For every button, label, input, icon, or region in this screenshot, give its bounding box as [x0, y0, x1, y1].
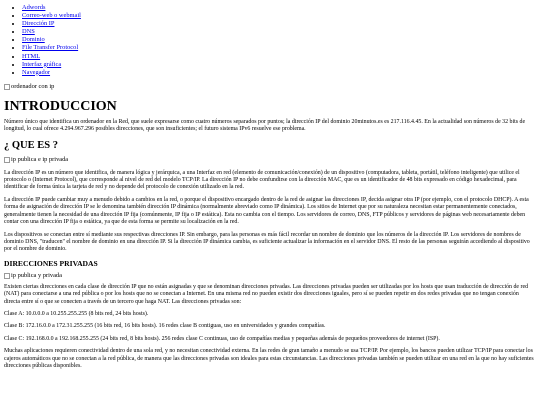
nav-item-dns — [22, 28, 536, 36]
broken-image-icon — [4, 273, 10, 279]
privadas-class-c: Clase C: 192.168.0.0 a 192.168.255.255 (24 bits red, 8 bits hosts). 256 redes clase C continuas, uso de compañías medias y pequeñas además de pequeños proveedores de internet (ISP). — [4, 335, 440, 342]
nav-link-html[interactable]: HTML — [22, 52, 41, 60]
privadas-paragraph-2: Muchas aplicaciones requieren conectividad dentro de una sola red, y no necesitan conectividad externa. En las redes de gran tamaño a menudo se usa TCP/IP. Por ejemplo, los bancos pueden utilizar TCP/IP para conectar los cajeros automáticos que no se conectan a la red pública, de manera que las direcciones privadas son ideales para estas circunstancias. Las direcciones privadas también se pueden utilizar en una red en la que no hay suficientes direcciones públicas disponibles. — [4, 348, 534, 369]
nav-link-adwords[interactable]: Adwords — [22, 4, 46, 11]
nav-link-interfaz[interactable]: Interfaz gráfica — [22, 60, 62, 68]
nav-link-dns[interactable]: DNS — [22, 28, 35, 36]
privadas-paragraph-1: Existen ciertas direcciones en cada clase de dirección IP que no están asignadas y que se denominan direcciones privadas. Las direcciones privadas pueden ser utilizadas por los hosts que usan traducción de dirección de red (NAT) para conectarse a una red pública o por los hosts que no se conectan a Internet. En una misma red no pueden existir dos direcciones iguales, pero sí se pueden repetir en dos redes privadas que no tengan conexión directa entre sí o que se conecten a través de un tercero que haga NAT. Las direcciones privadas son: — [4, 283, 529, 305]
broken-image-icon — [4, 84, 10, 90]
privadas-class-a: Clase A: 10.0.0.0 a 10.255.255.255 (8 bits red, 24 bits hosts). — [4, 310, 149, 317]
nav-link-webmail[interactable]: Correo-web o webmail — [22, 12, 81, 20]
nav-item-navegador — [22, 69, 536, 77]
image-ip-publica-privada — [4, 156, 536, 164]
nav-list — [4, 4, 536, 77]
image-alt-text: ip publica e ip privada — [11, 155, 69, 163]
privadas-class-b: Clase B: 172.16.0.0 a 172.31.255.255 (16 bits red, 16 bits hosts). 16 redes clase B contiguas, uso en universidades y grandes compañías. — [4, 323, 326, 330]
nav-item-interfaz — [22, 61, 536, 69]
section-heading-privadas: DIRECCIONES PRIVADAS — [4, 258, 98, 268]
image-ordenador-con-ip — [4, 83, 536, 91]
broken-image-icon — [4, 157, 10, 163]
nav-item-dominio — [22, 36, 536, 44]
nav-link-direccion-ip[interactable]: Dirección IP — [22, 20, 55, 28]
image-alt-text: ordenador con ip — [11, 82, 55, 90]
intro-paragraph: Número único que identifica un ordenador en la Red, que suele expresarse como cuatro números separados por puntos; la dirección IP del dominio 20minutos.es es 217.116.4.45. En la actualidad son números de 32 bits de longitud, lo cual ofrece 4.294.967.296 posibles direcciones, que son insuficientes; el futuro sistema IPv6 resuelve ese problema. — [4, 118, 526, 133]
nav-item-html — [22, 53, 536, 61]
nav-link-navegador[interactable]: Navegador — [22, 68, 51, 76]
nav-item-ftp — [22, 44, 536, 52]
que-es-paragraph-2: La dirección IP puede cambiar muy a menudo debido a cambios en la red, o porque el dispositivo encargado dentro de la red de asignar las direcciones IP, decida asignar otra IP (por ejemplo, con el protocolo DHCP). A esta forma de asignación de dirección IP se le denomina también dirección IP dinámica (normalmente abreviado como IP dinámica). Los sitios de Internet que por su naturaleza necesitan estar permanentemente conectados, generalmente tienen la necesidad de una dirección IP fija (comúnmente, IP fija o IP estática). Esta no cambia con el tiempo. Los servidores de correo, DNS, FTP públicos y servidores de páginas web necesariamente deben contar con una dirección IP fija o estática, ya que de esta forma se permite su localización en la red. — [4, 196, 529, 226]
nav-item-adwords — [22, 4, 536, 12]
nav-item-direccion-ip — [22, 20, 536, 28]
page-title: INTRODUCCION — [4, 98, 117, 114]
section-heading-que-es: ¿ QUE ES ? — [4, 139, 58, 151]
que-es-paragraph-1: La dirección IP es un número que identifica, de manera lógica y jerárquica, a una Interfaz en red (elemento de comunicación/conexión) de un dispositivo (computadora, tableta, portátil, teléfono inteligente) que utilice el protocolo o (Internet Protocol), que corresponde al nivel de red del modelo TCP/IP. La dirección IP no debe confundirse con la dirección MAC, que es un identificador de 48 bits expresado en código hexadecimal, para identificar de forma única la tarjeta de red y no depende del protocolo de conexión utilizado en la red. — [4, 169, 520, 191]
nav-item-webmail — [22, 12, 536, 20]
que-es-paragraph-3: Los dispositivos se conectan entre sí mediante sus respectivas direcciones IP. Sin embargo, para las personas es más fácil recordar un nombre de dominio que los números de la dirección IP. Los servidores de nombres de dominio DNS, "traducen" el nombre de dominio en una dirección IP. Si la dirección IP dinámica cambia, es suficiente actualizar la información en el servidor DNS. El resto de las personas seguirán accediendo al dispositivo por el nombre de dominio. — [4, 231, 530, 253]
nav-link-ftp[interactable]: File Transfer Protocol — [22, 44, 79, 52]
nav-link-dominio[interactable]: Dominio — [22, 36, 45, 44]
image-alt-text: ip publica y privada — [11, 271, 62, 279]
image-ip-publica-y-privada — [4, 272, 536, 280]
